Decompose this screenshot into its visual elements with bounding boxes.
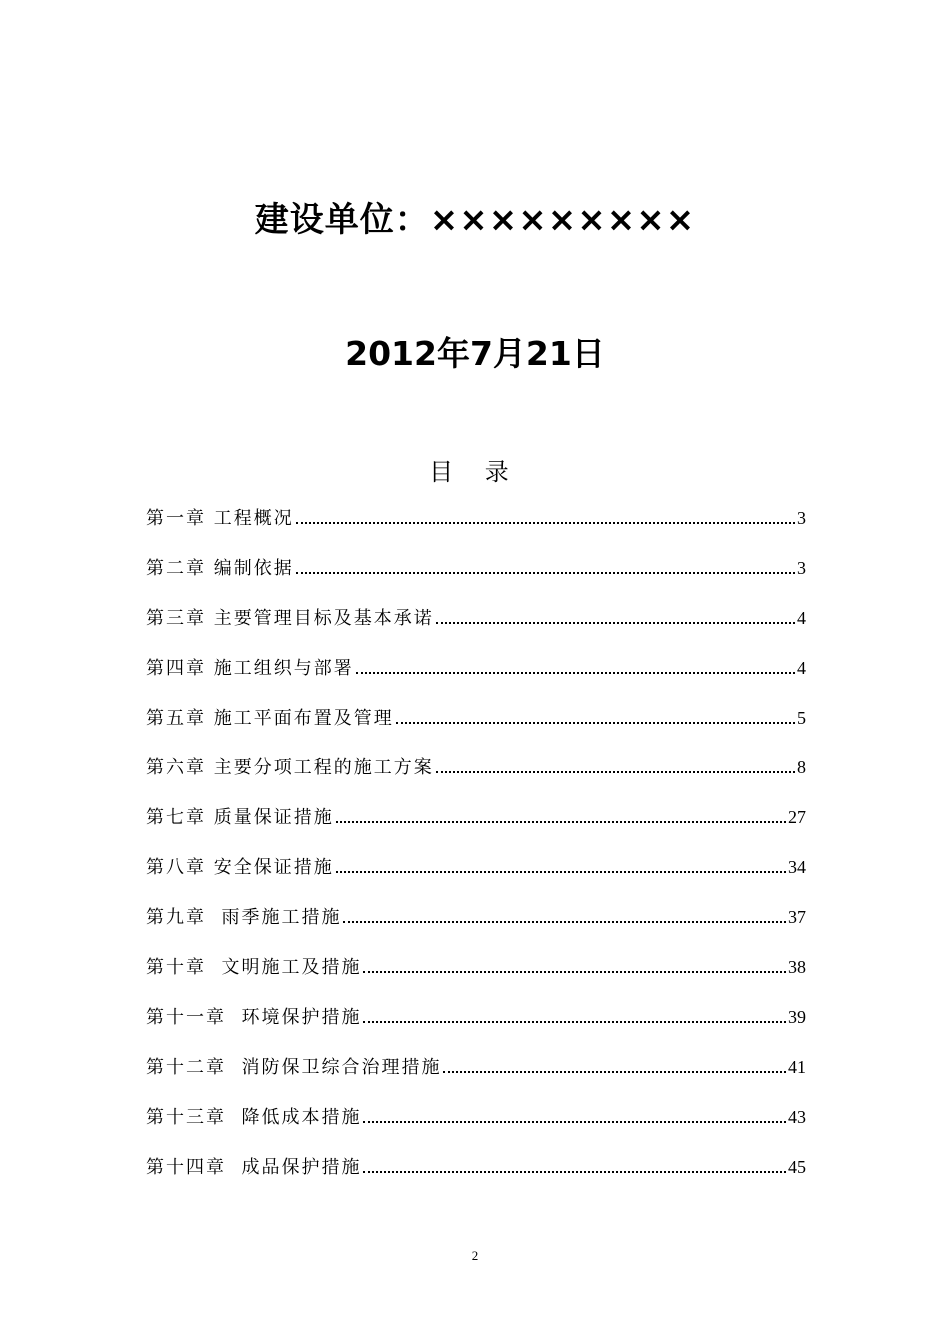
toc-entry-label: 第九章 雨季施工措施 xyxy=(146,907,342,929)
toc-dot-leader xyxy=(363,970,786,973)
toc-entry-label: 第一章 工程概况 xyxy=(146,508,294,529)
toc-dot-leader xyxy=(436,770,795,773)
toc-entry-label: 第五章 施工平面布置及管理 xyxy=(146,707,394,729)
toc-entry-chapter-1[interactable] xyxy=(146,500,806,550)
page-number: 2 xyxy=(471,1248,479,1263)
construction-unit-line: 建设单位：××××××××× xyxy=(254,200,696,240)
toc-dot-leader xyxy=(336,870,786,873)
toc-entry-page: 37 xyxy=(788,907,806,928)
toc-dot-leader xyxy=(396,721,795,724)
toc-entry-label: 第十三章 降低成本措施 xyxy=(146,1106,362,1128)
toc-entry-chapter-12[interactable] xyxy=(146,1049,806,1099)
toc-dot-leader xyxy=(363,1120,786,1123)
toc-entry-page: 3 xyxy=(797,557,806,578)
toc-entry-chapter-5[interactable] xyxy=(146,700,806,750)
toc-entry-page: 41 xyxy=(788,1056,806,1077)
toc-entry-label: 第六章 主要分项工程的施工方案 xyxy=(146,757,434,779)
toc-entry-page: 39 xyxy=(788,1006,806,1027)
toc-entry-page: 27 xyxy=(788,807,806,828)
toc-dot-leader xyxy=(363,1170,786,1173)
toc-entry-label: 第八章 安全保证措施 xyxy=(146,857,334,879)
toc-dot-leader xyxy=(343,920,786,923)
toc-entry-label: 第十二章 消防保卫综合治理措施 xyxy=(146,1056,442,1078)
toc-dot-leader xyxy=(336,820,786,823)
toc-dot-leader xyxy=(436,621,795,624)
toc-entry-page: 4 xyxy=(797,657,806,678)
toc-entry-label: 第十四章 成品保护措施 xyxy=(146,1156,362,1178)
document-date: 2012年7月21日 xyxy=(345,334,605,373)
toc-entry-page: 45 xyxy=(788,1156,806,1177)
toc-entry-chapter-10[interactable] xyxy=(146,949,806,999)
toc-dot-leader xyxy=(356,671,795,674)
toc-entry-label: 第十章 文明施工及措施 xyxy=(146,957,362,979)
toc-entry-page: 38 xyxy=(788,957,806,978)
toc-dot-leader xyxy=(443,1070,786,1073)
toc-entry-page: 8 xyxy=(797,757,806,778)
toc-entry-chapter-11[interactable] xyxy=(146,999,806,1049)
toc-entry-label: 第二章 编制依据 xyxy=(146,557,294,579)
toc-entry-label: 第四章 施工组织与部署 xyxy=(146,657,354,679)
toc-title: 目 录 xyxy=(429,458,521,486)
toc-entry-chapter-14[interactable] xyxy=(146,1149,806,1199)
toc-entry-label: 第七章 质量保证措施 xyxy=(146,807,334,829)
toc-dot-leader xyxy=(296,571,795,574)
toc-entry-page: 5 xyxy=(797,707,806,728)
toc-entry-chapter-13[interactable] xyxy=(146,1099,806,1149)
toc-entry-chapter-3[interactable] xyxy=(146,600,806,650)
toc-entry-page: 4 xyxy=(797,607,806,628)
toc-dot-leader xyxy=(363,1020,786,1023)
toc-entry-page: 3 xyxy=(797,508,806,528)
toc-entry-page: 34 xyxy=(788,857,806,878)
toc-entry-chapter-7[interactable] xyxy=(146,799,806,849)
toc-entry-chapter-8[interactable] xyxy=(146,849,806,899)
table-of-contents xyxy=(146,500,806,1198)
toc-dot-leader xyxy=(296,521,795,524)
toc-entry-chapter-6[interactable] xyxy=(146,749,806,799)
toc-entry-chapter-4[interactable] xyxy=(146,650,806,700)
toc-entry-chapter-9[interactable] xyxy=(146,899,806,949)
toc-entry-label: 第十一章 环境保护措施 xyxy=(146,1006,362,1028)
toc-entry-page: 43 xyxy=(788,1106,806,1127)
toc-entry-label: 第三章 主要管理目标及基本承诺 xyxy=(146,607,434,629)
toc-entry-chapter-2[interactable] xyxy=(146,550,806,600)
